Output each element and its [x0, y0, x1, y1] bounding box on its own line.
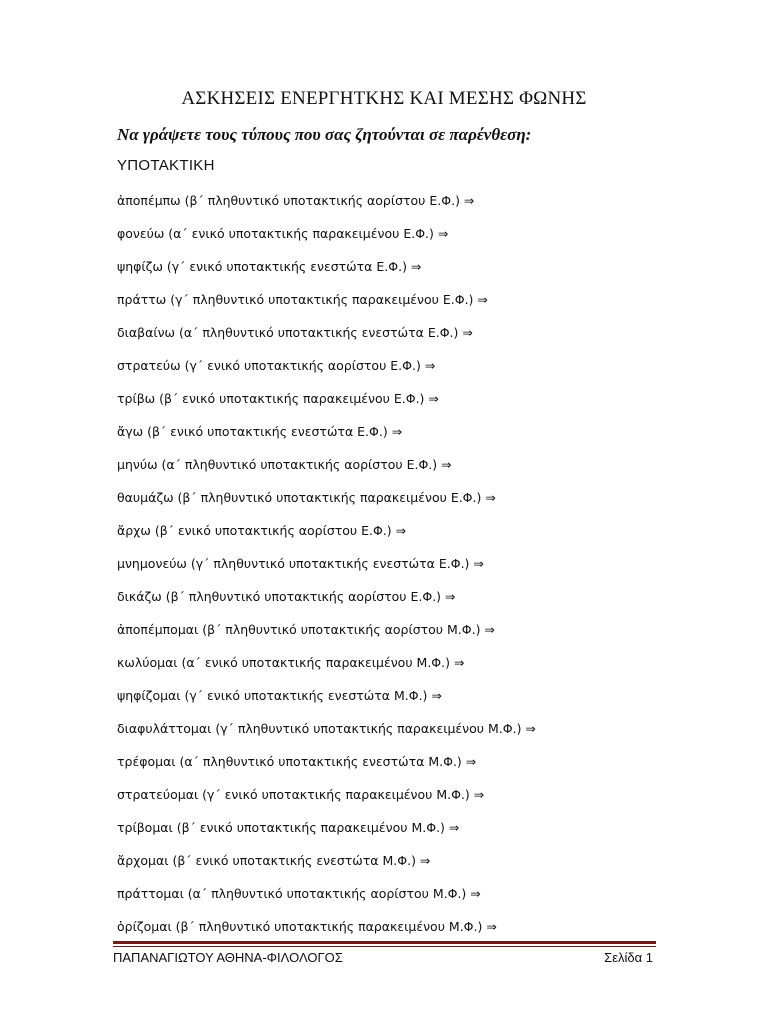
exercise-item: ἀποπέμπω (β΄ πληθυντικό υποτακτικής αορίστου Ε.Φ.) ⇒ [117, 193, 475, 208]
exercise-item: ἄρχω (β΄ ενικό υποτακτικής αορίστου Ε.Φ.) ⇒ [117, 523, 407, 538]
instruction-text: Να γράψετε τους τύπους που σας ζητούνται σε παρένθεση: [117, 125, 532, 144]
exercise-item: διαφυλάττομαι (γ΄ πληθυντικό υποτακτικής παρακειμένου Μ.Φ.) ⇒ [117, 721, 536, 736]
exercise-item: τρίβομαι (β΄ ενικό υποτακτικής παρακειμένου Μ.Φ.) ⇒ [117, 820, 460, 835]
footer-rule-thick [113, 941, 656, 944]
exercise-item: τρέφομαι (α΄ πληθυντικό υποτακτικής ενεστώτα Μ.Φ.) ⇒ [117, 754, 477, 769]
exercise-item: στρατεύω (γ΄ ενικό υποτακτικής αορίστου Ε.Φ.) ⇒ [117, 358, 436, 373]
exercise-item: τρίβω (β΄ ενικό υποτακτικής παρακειμένου Ε.Φ.) ⇒ [117, 391, 439, 406]
exercise-item: ἄγω (β΄ ενικό υποτακτικής ενεστώτα Ε.Φ.) ⇒ [117, 424, 403, 439]
exercise-item: πράττω (γ΄ πληθυντικό υποτακτικής παρακειμένου Ε.Φ.) ⇒ [117, 292, 488, 307]
footer-page-number: Σελίδα 1 [604, 950, 653, 965]
exercise-item: πράττομαι (α΄ πληθυντικό υποτακτικής αορίστου Μ.Φ.) ⇒ [117, 886, 481, 901]
exercise-item: ὁρίζομαι (β΄ πληθυντικό υποτακτικής παρακειμένου Μ.Φ.) ⇒ [117, 919, 497, 934]
footer-author: ΠΑΠΑΝΑΓΙΩΤΟΥ ΑΘΗΝΑ-ΦΙΛΟΛΟΓΟΣ [113, 950, 343, 965]
exercise-item: δικάζω (β΄ πληθυντικό υποτακτικής αορίστου Ε.Φ.) ⇒ [117, 589, 456, 604]
exercise-item: ἄρχομαι (β΄ ενικό υποτακτικής ενεστώτα Μ.Φ.) ⇒ [117, 853, 431, 868]
exercise-item: ψηφίζω (γ΄ ενικό υποτακτικής ενεστώτα Ε.Φ.) ⇒ [117, 259, 422, 274]
exercise-item: μνημονεύω (γ΄ πληθυντικό υποτακτικής ενεστώτα Ε.Φ.) ⇒ [117, 556, 484, 571]
exercise-item: ψηφίζομαι (γ΄ ενικό υποτακτικής ενεστώτα Μ.Φ.) ⇒ [117, 688, 442, 703]
footer-rule-thin [113, 946, 656, 947]
exercise-item: φονεύω (α΄ ενικό υποτακτικής παρακειμένου Ε.Φ.) ⇒ [117, 226, 449, 241]
page-title: ΑΣΚΗΣΕΙΣ ΕΝΕΡΓΗΤΚΗΣ ΚΑΙ ΜΕΣΗΣ ΦΩΝΗΣ [181, 88, 587, 109]
exercise-item: θαυμάζω (β΄ πληθυντικό υποτακτικής παρακειμένου Ε.Φ.) ⇒ [117, 490, 496, 505]
exercise-item: μηνύω (α΄ πληθυντικό υποτακτικής αορίστου Ε.Φ.) ⇒ [117, 457, 452, 472]
section-heading: ΥΠΟΤΑΚΤΙΚΗ [117, 157, 215, 174]
exercise-item: στρατεύομαι (γ΄ ενικό υποτακτικής παρακειμένου Μ.Φ.) ⇒ [117, 787, 485, 802]
exercise-item: διαβαίνω (α΄ πληθυντικό υποτακτικής ενεστώτα Ε.Φ.) ⇒ [117, 325, 473, 340]
exercise-list [117, 190, 536, 949]
exercise-item: κωλύομαι (α΄ ενικό υποτακτικής παρακειμένου Μ.Φ.) ⇒ [117, 655, 465, 670]
exercise-item: ἀποπέμπομαι (β΄ πληθυντικό υποτακτικής αορίστου Μ.Φ.) ⇒ [117, 622, 495, 637]
